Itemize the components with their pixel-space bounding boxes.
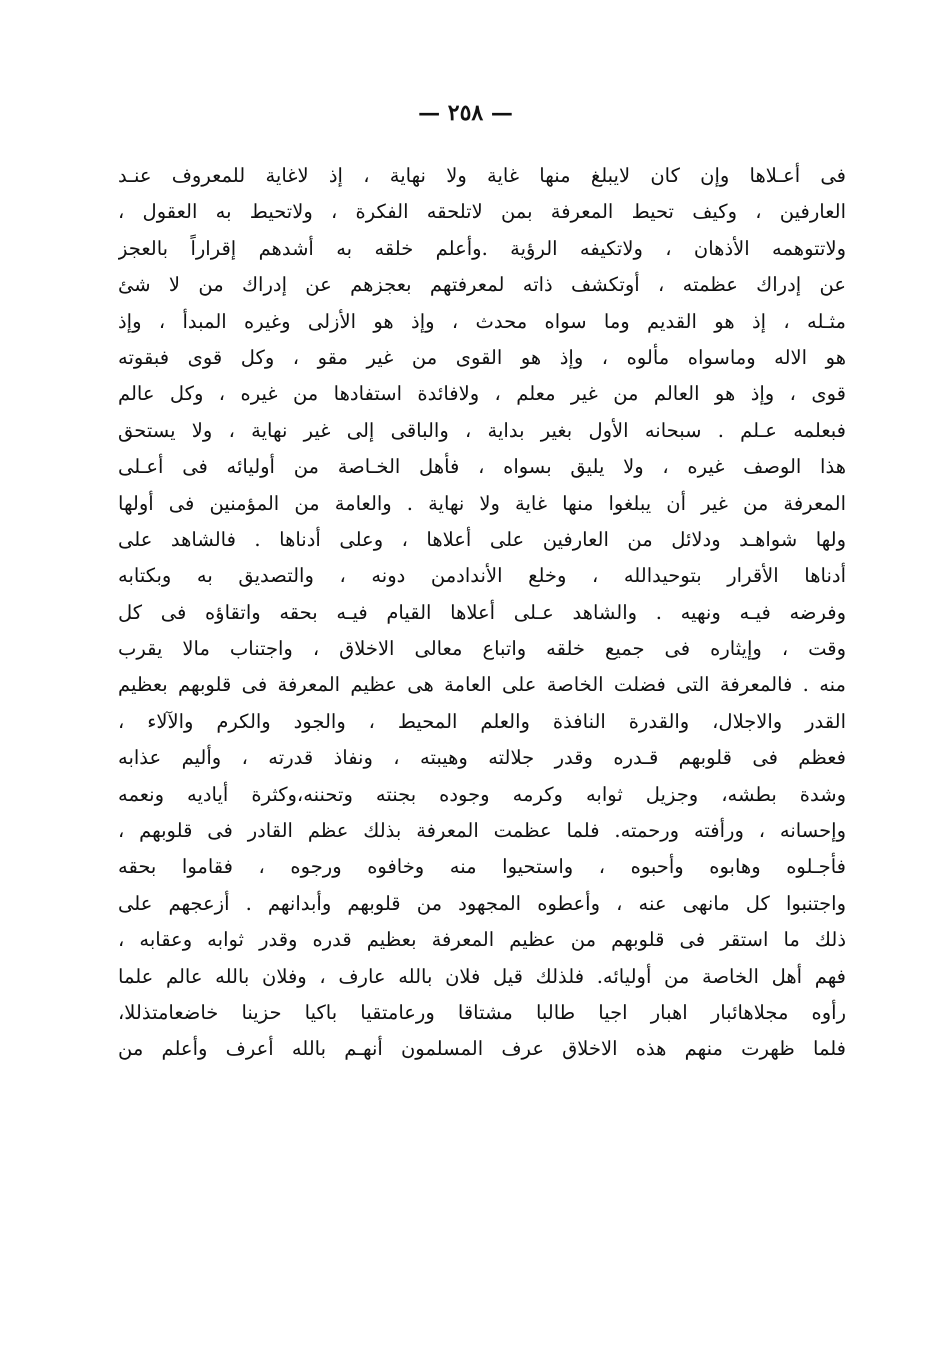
text-line: العارفين ، وكيف تحيط المعرفة بمن لاتلحقه الفكرة ، ولاتحيط به العقول ، bbox=[118, 200, 846, 224]
text-line: فهم أهل الخاصة من أوليائه. فلذلك قيل فلان بالله عارف ، وفلان بالله عالم علما bbox=[118, 964, 846, 988]
text-line: وفرضه فيـه ونهيه . والشاهد عـلى أعلاها القيام فيـه بحقه واتقاؤه فى كل bbox=[118, 600, 846, 624]
text-line: المعرفة من غير أن يبلغوا منها غاية ولا نهاية . والعامة من المؤمنين فى أولها bbox=[118, 491, 846, 515]
text-line: وشدة بطشه، وجزيل ثوابه وكرمه وجوده بجنته وتحننه،وكثرة أياديه ونعمه bbox=[118, 782, 846, 806]
text-line: ولها شواهـد ودلائل من العارفين على أعلاها ، وعلى أدناها . فالشاهد على bbox=[118, 527, 846, 551]
text-line: فلما ظهرت منهم هذه الاخلاق عرف المسلمون أنهـم بالله أعرف وأعلم من bbox=[118, 1037, 846, 1061]
text-line: واجتنبوا كل مانهى عنه ، وأعطوه المجهود من قلوبهم وأبدانهم . أزعجهم على bbox=[118, 891, 846, 915]
text-line: فبعلمه عـلم . سبحانه الأول بغير بداية ، والباقى إلى غير نهاية ، ولا يستحق bbox=[118, 418, 846, 442]
text-line: منه . فالمعرفة التى فضلت الخاصة على العامة هى عظيم المعرفة فى قلوبهم بعظيم bbox=[118, 673, 846, 697]
text-line: رأوه مجلاهائبار اهبار اجيا طالبا مشتاقا ورعامتقيا باكيا حزينا خاضعامتذللا، bbox=[118, 1000, 846, 1024]
text-line: عن إدراك عظمته ، أوتكشف ذاته لمعرفتهم بعجزهم عن إدراك من لا شئ bbox=[118, 273, 846, 297]
page-number: — ٢٥٨ — bbox=[418, 100, 513, 126]
text-line: هو الاله وماسواه مألوه ، وإذ هو القوى من غير مقو ، وكل قوى فبقوته bbox=[118, 345, 846, 369]
text-line: أدناها الأقرار بتوحيدالله ، وخلع الأندادمن دونه ، والتصديق به وبكتابه bbox=[118, 564, 846, 588]
text-line: القدر والاجلال، والقدرة النافذة والعلم المحيط ، والجود والكرم والآلاء ، bbox=[118, 709, 846, 733]
text-line: ذلك ما استقر فى قلوبهم من عظيم المعرفة بعظيم قدره وقدر ثوابه وعقابه ، bbox=[118, 928, 846, 952]
text-line: فى أعـلاها وإن كان لايبلغ منها غاية ولا نهاية ، إذ لاغاية للمعروف عنـد bbox=[118, 164, 846, 187]
text-line: مثـله ، إذ هو القديم وما سواه محدث ، وإذ هو الأزلى وغيره المبدأ ، وإذ bbox=[118, 309, 846, 333]
text-line: وإحسانه ، ورأفته ورحمته. فلما عظمت المعرفة بذلك عظم القادر فى قلوبهم ، bbox=[118, 819, 846, 843]
text-line: فعظم فى قلوبهم قـدره وقدر جلالته وهيبته ، ونفاذ قدرته ، وأليم عذابه bbox=[118, 746, 846, 770]
text-line: ولاتتوهمه الأذهان ، ولاتكيفه الرؤية .وأعلم خلقه به أشدهم إقراراً بالعجز bbox=[118, 236, 846, 260]
body-text bbox=[118, 158, 846, 1068]
text-line: فأجـلوه وهابوه وأحبوه ، واستحيوا منه وخافوه ورجوه ، فقاموا بحقه bbox=[118, 855, 846, 879]
text-line: وقت ، وإيثاره فى جميع خلقه واتباع معالى الاخلاق ، واجتناب مالا يقرب bbox=[118, 637, 846, 661]
text-line: هذا الوصف غيره ، ولا يليق بسواه ، فأهل الخـاصة من أوليائه فى أعـلى bbox=[118, 455, 846, 479]
text-line: قوى ، وإذ هو العالم من غير معلم ، ولافائدة استفادها من غيره ، وكل عالم bbox=[118, 382, 846, 406]
